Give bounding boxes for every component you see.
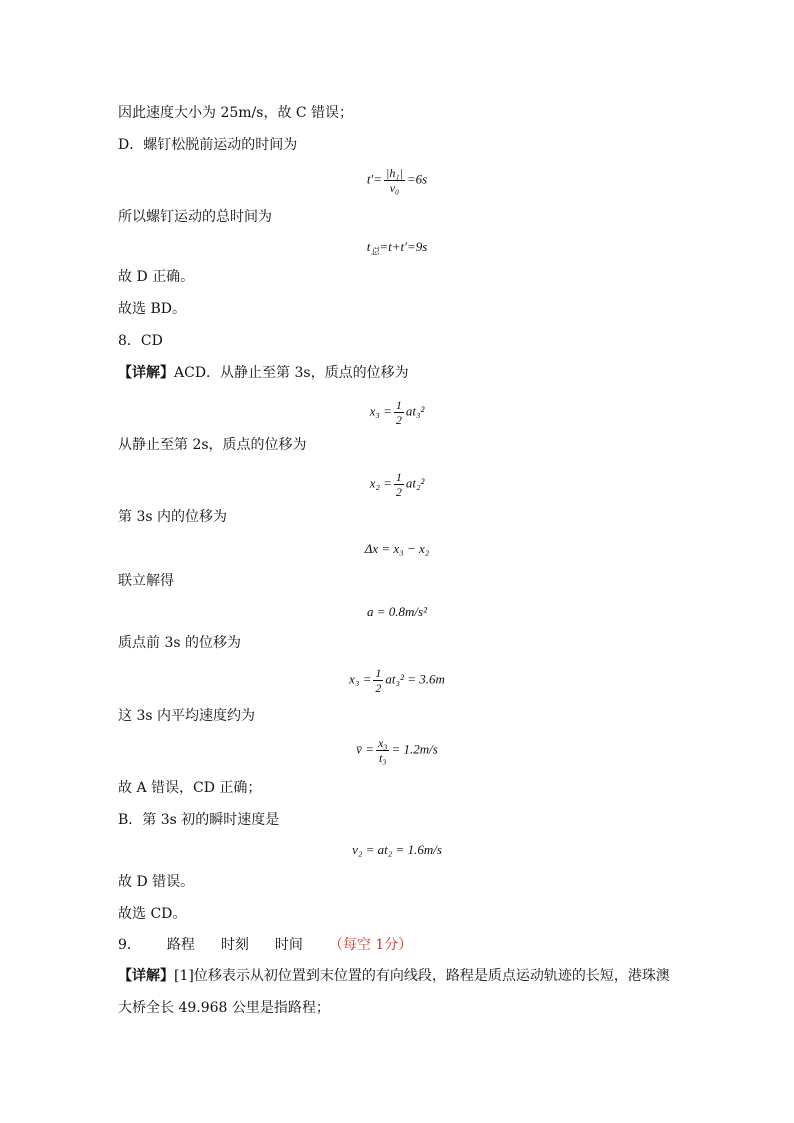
text-line: D．螺钉松脱前运动的时间为 — [118, 137, 298, 153]
fraction — [394, 470, 404, 499]
text-line: 从静止至第 2s，质点的位移为 — [118, 437, 307, 453]
equation-part: x₃ = — [349, 671, 372, 687]
equation-x2 — [0, 470, 794, 499]
text-segment: ACD．从静止至第 3s，质点的位移为 — [174, 365, 409, 381]
equation-subscript: 总 — [370, 246, 380, 257]
text-line: 第 3s 内的位移为 — [118, 509, 227, 525]
equation-part: x₂ = — [369, 475, 392, 491]
question-9-answers — [118, 936, 412, 954]
score-note: （每空 1分） — [328, 937, 413, 953]
equation-t-total — [0, 238, 794, 256]
fraction-numerator: 1 — [375, 666, 382, 680]
text-line: 大桥全长 49.968 公里是指路程； — [118, 1000, 330, 1016]
equation-part: at₂² — [405, 475, 425, 491]
fraction-denominator: 2 — [375, 681, 382, 695]
equation-average-velocity — [0, 736, 794, 765]
equation-x3 — [0, 398, 794, 427]
answer-3: 时间 — [274, 937, 303, 953]
text-segment: [1]位移表示从初位置到末位置的有向线段，路程是质点运动轨迹的长短，港珠澳 — [174, 968, 670, 984]
text-line: 故选 BD。 — [118, 301, 186, 317]
fraction-denominator: t₃ — [378, 751, 387, 765]
fraction — [376, 736, 390, 765]
text-line: B．第 3s 初的瞬时速度是 — [118, 812, 280, 828]
equation-part: t′= — [366, 171, 383, 187]
equation-part: = 1.2m/s — [391, 741, 438, 757]
fraction-denominator: 2 — [395, 413, 402, 427]
question-number: 8．CD — [118, 333, 163, 349]
equation-a: a = 0.8m/s² — [367, 604, 427, 619]
equation-part: v̄ = — [356, 741, 374, 757]
text-line: 所以螺钉运动的总时间为 — [118, 209, 272, 225]
fraction-denominator: v₀ — [389, 181, 400, 195]
text-line: 故 D 错误。 — [118, 874, 195, 890]
equation-part: t — [366, 239, 371, 254]
question-number: 9． — [118, 937, 141, 953]
fraction — [394, 398, 404, 427]
text-line: 故 D 正确。 — [118, 269, 195, 285]
fraction-numerator: |h₁| — [386, 166, 403, 180]
equation-x3-value — [0, 666, 794, 695]
text-line: 因此速度大小为 25m/s，故 C 错误； — [118, 105, 354, 121]
equation-part: =t+t′=9s — [379, 239, 428, 254]
answer-1: 路程 — [166, 937, 195, 953]
fraction-numerator: x₃ — [377, 736, 388, 750]
text-line: 这 3s 内平均速度约为 — [118, 708, 255, 724]
fraction — [384, 166, 405, 195]
equation-t-prime — [0, 166, 794, 195]
fraction-denominator: 2 — [395, 485, 402, 499]
equation-part: at₃² — [405, 403, 425, 419]
text-line — [118, 967, 670, 985]
text-line: 故 A 错误，CD 正确； — [118, 780, 262, 796]
answer-2: 时刻 — [220, 937, 249, 953]
detail-tag: 【详解】 — [118, 968, 174, 984]
fraction-numerator: 1 — [395, 470, 402, 484]
equation-part: at₃² = 3.6m — [385, 671, 445, 687]
text-line — [118, 364, 409, 382]
equation-v2: v₂ = at₂ = 1.6m/s — [352, 842, 442, 857]
text-line: 联立解得 — [118, 573, 174, 589]
equation-part: =6s — [406, 171, 428, 187]
detail-tag: 【详解】 — [118, 365, 174, 381]
equation-part: x₃ = — [369, 403, 392, 419]
text-line: 质点前 3s 的位移为 — [118, 635, 241, 651]
equation-delta-x: Δx = x₃ − x₂ — [364, 541, 430, 556]
text-line: 故选 CD。 — [118, 906, 187, 922]
fraction-numerator: 1 — [395, 398, 402, 412]
fraction — [373, 666, 383, 695]
